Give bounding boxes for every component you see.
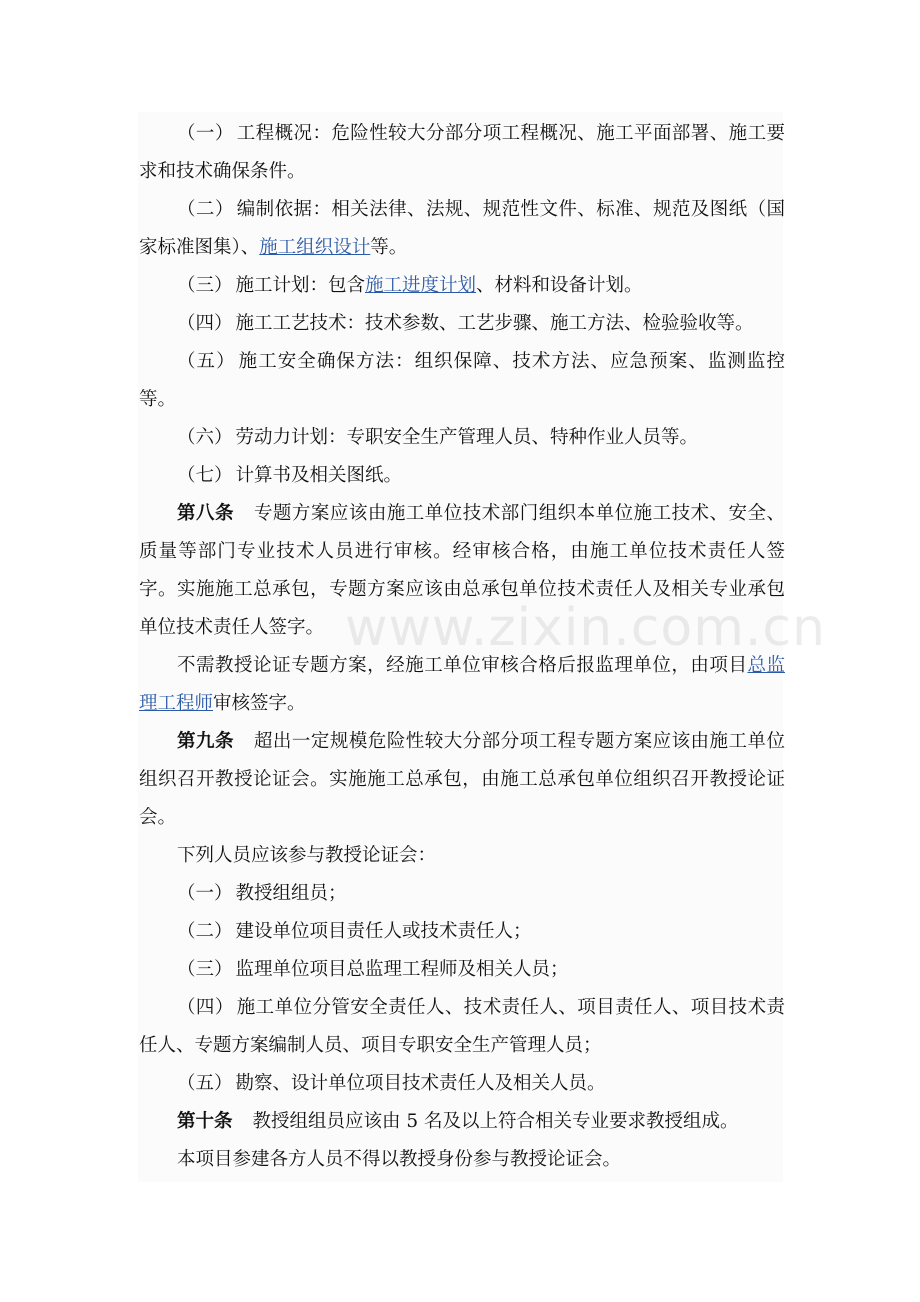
article-10: 第十条 教授组组员应该由 5 名及以上符合相关专业要求教授组成。 — [177, 1111, 739, 1132]
article-9-list-intro: 下列人员应该参与教授论证会： — [177, 845, 437, 866]
list-item: （七） 计算书及相关图纸。 — [177, 465, 403, 486]
list-item: （六） 劳动力计划：专职安全生产管理人员、特种作业人员等。 — [177, 427, 699, 448]
watermark: www.zixin.com.cn — [345, 598, 826, 658]
list-item: （四） 施工工艺技术：技术参数、工艺步骤、施工方法、检验验收等。 — [177, 313, 754, 334]
article-label: 第十条 — [177, 1111, 233, 1132]
list-item: （四） 施工单位分管安全责任人、技术责任人、项目责任人、项目技术责任人、专题方案编制人员、项目专职安全生产管理人员； — [139, 997, 785, 1056]
list-item: （五） 施工安全确保方法：组织保障、技术方法、应急预案、监测监控等。 — [139, 351, 785, 410]
link-chief-supervisor[interactable]: 总监理工程师 — [139, 655, 785, 714]
article-label: 第八条 — [177, 503, 234, 524]
link-construction-schedule[interactable]: 施工进度计划 — [365, 275, 477, 296]
list-item: （二） 编制依据：相关法律、法规、规范性文件、标准、规范及图纸（国家标准图集）、施工组织设计等。 — [139, 199, 785, 258]
article-8-paragraph-2: 不需教授论证专题方案，经施工单位审核合格后报监理单位，由项目总监理工程师审核签字。 — [139, 655, 785, 714]
list-item: （一） 工程概况：危险性较大分部分项工程概况、施工平面部署、施工要求和技术确保条件。 — [139, 123, 785, 182]
article-8: 第八条 专题方案应该由施工单位技术部门组织本单位施工技术、安全、质量等部门专业技术人员进行审核。经审核合格，由施工单位技术责任人签字。实施施工总承包，专题方案应该由总承包单位技术责任人及相关专业承包单位技术责任人签字。 — [139, 503, 785, 638]
list-item: （二） 建设单位项目责任人或技术责任人； — [177, 921, 532, 942]
list-item: （五） 勘察、设计单位项目技术责任人及相关人员。 — [177, 1073, 606, 1094]
list-item: （三） 监理单位项目总监理工程师及相关人员； — [177, 959, 569, 980]
list-item: （三） 施工计划：包含施工进度计划、材料和设备计划。 — [177, 275, 643, 296]
article-10-paragraph-2: 本项目参建各方人员不得以教授身份参与教授论证会。 — [177, 1149, 622, 1170]
link-construction-design[interactable]: 施工组织设计 — [259, 237, 371, 258]
list-item: （一） 教授组组员； — [177, 883, 347, 904]
article-9: 第九条 超出一定规模危险性较大分部分项工程专题方案应该由施工单位组织召开教授论证会。实施施工总承包，由施工总承包单位组织召开教授论证会。 — [139, 731, 785, 828]
article-label: 第九条 — [177, 731, 234, 752]
